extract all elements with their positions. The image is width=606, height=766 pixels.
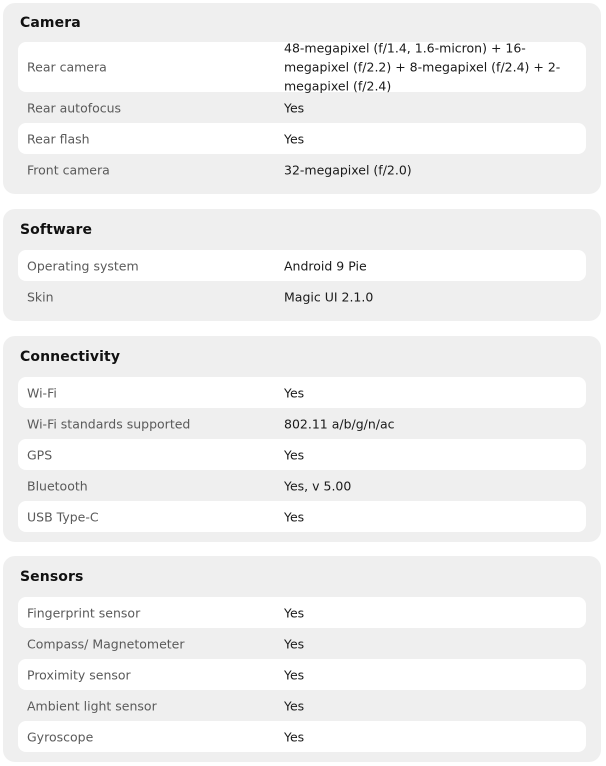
spec-row-compass bbox=[18, 628, 586, 659]
spec-row-gyroscope bbox=[18, 721, 586, 752]
spec-value: Yes bbox=[284, 100, 305, 116]
spec-value: 48-megapixel (f/1.4, 1.6-micron) + 16-megapixel (f/2.2) + 8-megapixel (f/2.4) + 2-megapixel (f/2.4) bbox=[284, 40, 561, 94]
spec-label: Rear autofocus bbox=[27, 100, 122, 116]
section-title: Sensors bbox=[20, 569, 84, 585]
spec-label: Bluetooth bbox=[27, 478, 88, 493]
spec-value: Yes bbox=[284, 636, 305, 651]
spec-label: Ambient light sensor bbox=[27, 698, 157, 713]
spec-value: Yes bbox=[284, 509, 305, 524]
spec-label: USB Type-C bbox=[27, 509, 99, 524]
spec-row-wifi bbox=[18, 377, 586, 408]
spec-row-rear-autofocus bbox=[18, 93, 586, 123]
spec-value: Android 9 Pie bbox=[284, 258, 367, 273]
spec-label: Rear flash bbox=[27, 131, 90, 146]
spec-value: 32-megapixel (f/2.0) bbox=[284, 162, 412, 178]
spec-label: Rear camera bbox=[27, 59, 107, 75]
spec-value: Yes bbox=[284, 729, 305, 744]
spec-value: Yes bbox=[284, 385, 305, 400]
spec-row-gps bbox=[18, 439, 586, 470]
sensors-section bbox=[3, 556, 601, 762]
spec-label: Operating system bbox=[27, 258, 139, 273]
spec-value: Yes bbox=[284, 698, 305, 713]
spec-value: Yes, v 5.00 bbox=[284, 478, 352, 493]
spec-row-rear-flash bbox=[18, 123, 586, 154]
spec-row-usb-type-c bbox=[18, 501, 586, 532]
spec-label: Compass/ Magnetometer bbox=[27, 636, 185, 651]
section-title: Software bbox=[20, 222, 93, 238]
spec-value: Yes bbox=[284, 131, 305, 146]
connectivity-section bbox=[3, 336, 601, 542]
spec-row-skin bbox=[18, 281, 586, 312]
spec-value: Magic UI 2.1.0 bbox=[284, 289, 374, 304]
software-section bbox=[3, 209, 601, 321]
spec-label: Gyroscope bbox=[27, 729, 94, 744]
spec-value: 802.11 a/b/g/n/ac bbox=[284, 416, 395, 431]
spec-label: Front camera bbox=[27, 162, 110, 178]
spec-label: Skin bbox=[27, 289, 54, 304]
spec-row-wifi-standards bbox=[18, 408, 586, 439]
spec-row-ambient-light-sensor bbox=[18, 690, 586, 721]
spec-value: Yes bbox=[284, 605, 305, 620]
spec-label: Wi-Fi bbox=[27, 385, 57, 400]
spec-row-front-camera bbox=[18, 155, 586, 185]
spec-row-rear-camera bbox=[18, 42, 586, 92]
section-title: Camera bbox=[20, 15, 81, 31]
spec-value: Yes bbox=[284, 667, 305, 682]
spec-row-proximity-sensor bbox=[18, 659, 586, 690]
spec-row-fingerprint-sensor bbox=[18, 597, 586, 628]
spec-label: GPS bbox=[27, 447, 53, 462]
spec-value: Yes bbox=[284, 447, 305, 462]
camera-section bbox=[3, 3, 601, 194]
spec-row-bluetooth bbox=[18, 470, 586, 501]
spec-row-operating-system bbox=[18, 250, 586, 281]
spec-label: Fingerprint sensor bbox=[27, 605, 141, 620]
spec-label: Wi-Fi standards supported bbox=[27, 416, 191, 431]
spec-label: Proximity sensor bbox=[27, 667, 131, 682]
section-title: Connectivity bbox=[20, 349, 121, 365]
